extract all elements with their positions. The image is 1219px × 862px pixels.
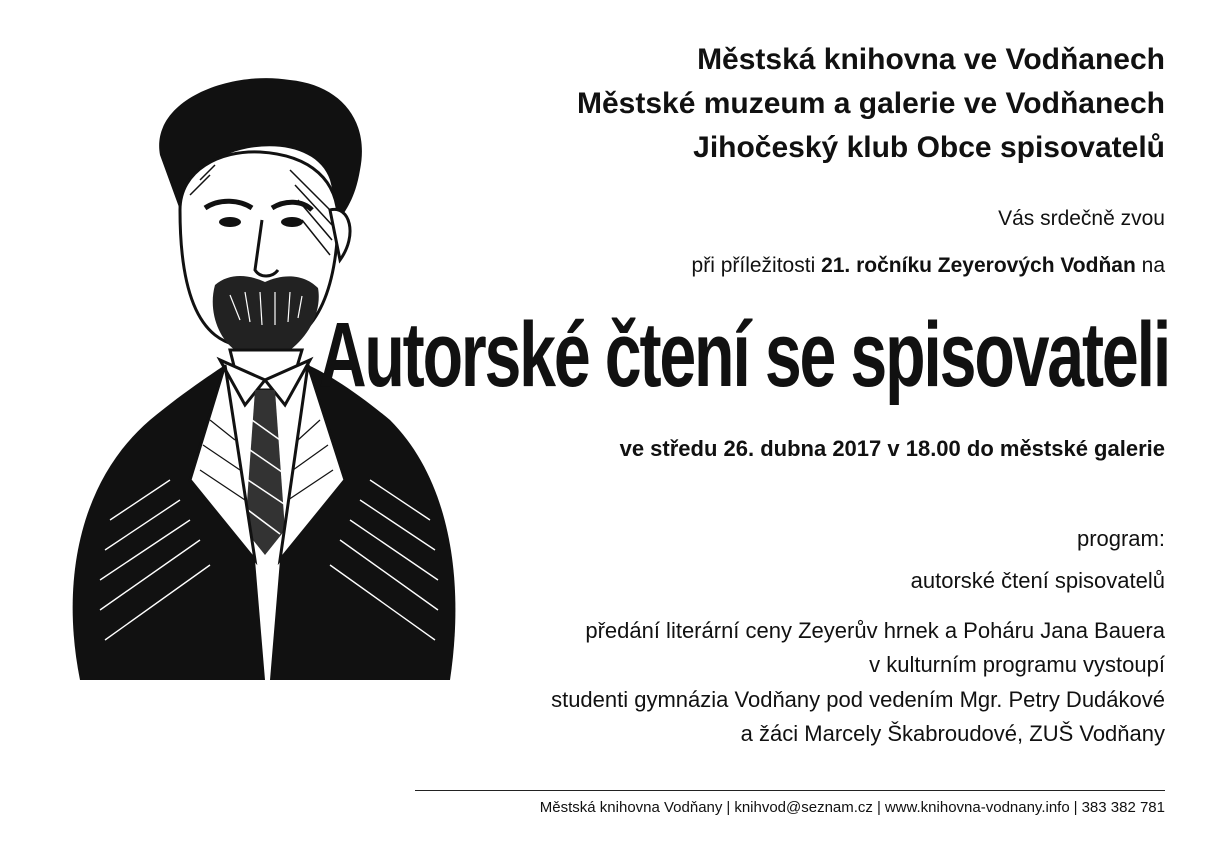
program-item: autorské čtení spisovatelů (910, 568, 1165, 593)
footer-website: www.knihovna-vodnany.info (884, 799, 1070, 816)
footer-phone: 383 382 781 (1081, 799, 1165, 816)
organizer-library: Městská knihovna ve Vodňanech (697, 43, 1165, 76)
occasion-prefix: při příležitosti (691, 254, 816, 277)
footer-email: knihvod@seznam.cz (734, 799, 873, 816)
footer-separator: | (726, 799, 731, 816)
headline: Autorské čtení se spisovateli (318, 304, 1169, 406)
program-label: program: (1076, 526, 1165, 551)
footer-contact (540, 797, 1165, 819)
program-item: a žáci Marcely Škabroudové, ZUŠ Vodňany (740, 721, 1165, 746)
occasion-line (692, 250, 1165, 282)
organizer-museum: Městské muzeum a galerie ve Vodňanech (576, 87, 1165, 120)
event-date-venue: ve středu 26. dubna 2017 v 18.00 do městské galerie (619, 436, 1165, 461)
footer-library: Městská knihovna Vodňany (539, 799, 723, 816)
footer-separator: | (1073, 799, 1078, 816)
program-item: studenti gymnázia Vodňany pod vedením Mgr. Petry Dudákové (551, 687, 1165, 712)
program-item: předání literární ceny Zeyerův hrnek a Poháru Jana Bauera (585, 618, 1165, 643)
program-item: v kulturním programu vystoupí (869, 652, 1165, 677)
occasion-event: 21. ročníku Zeyerových Vodňan (821, 254, 1136, 277)
invite-line: Vás srdečně zvou (998, 207, 1165, 230)
footer-divider (415, 790, 1165, 791)
occasion-suffix: na (1141, 254, 1165, 277)
organizer-writers-club: Jihočeský klub Obce spisovatelů (693, 131, 1165, 164)
footer-separator: | (876, 799, 881, 816)
